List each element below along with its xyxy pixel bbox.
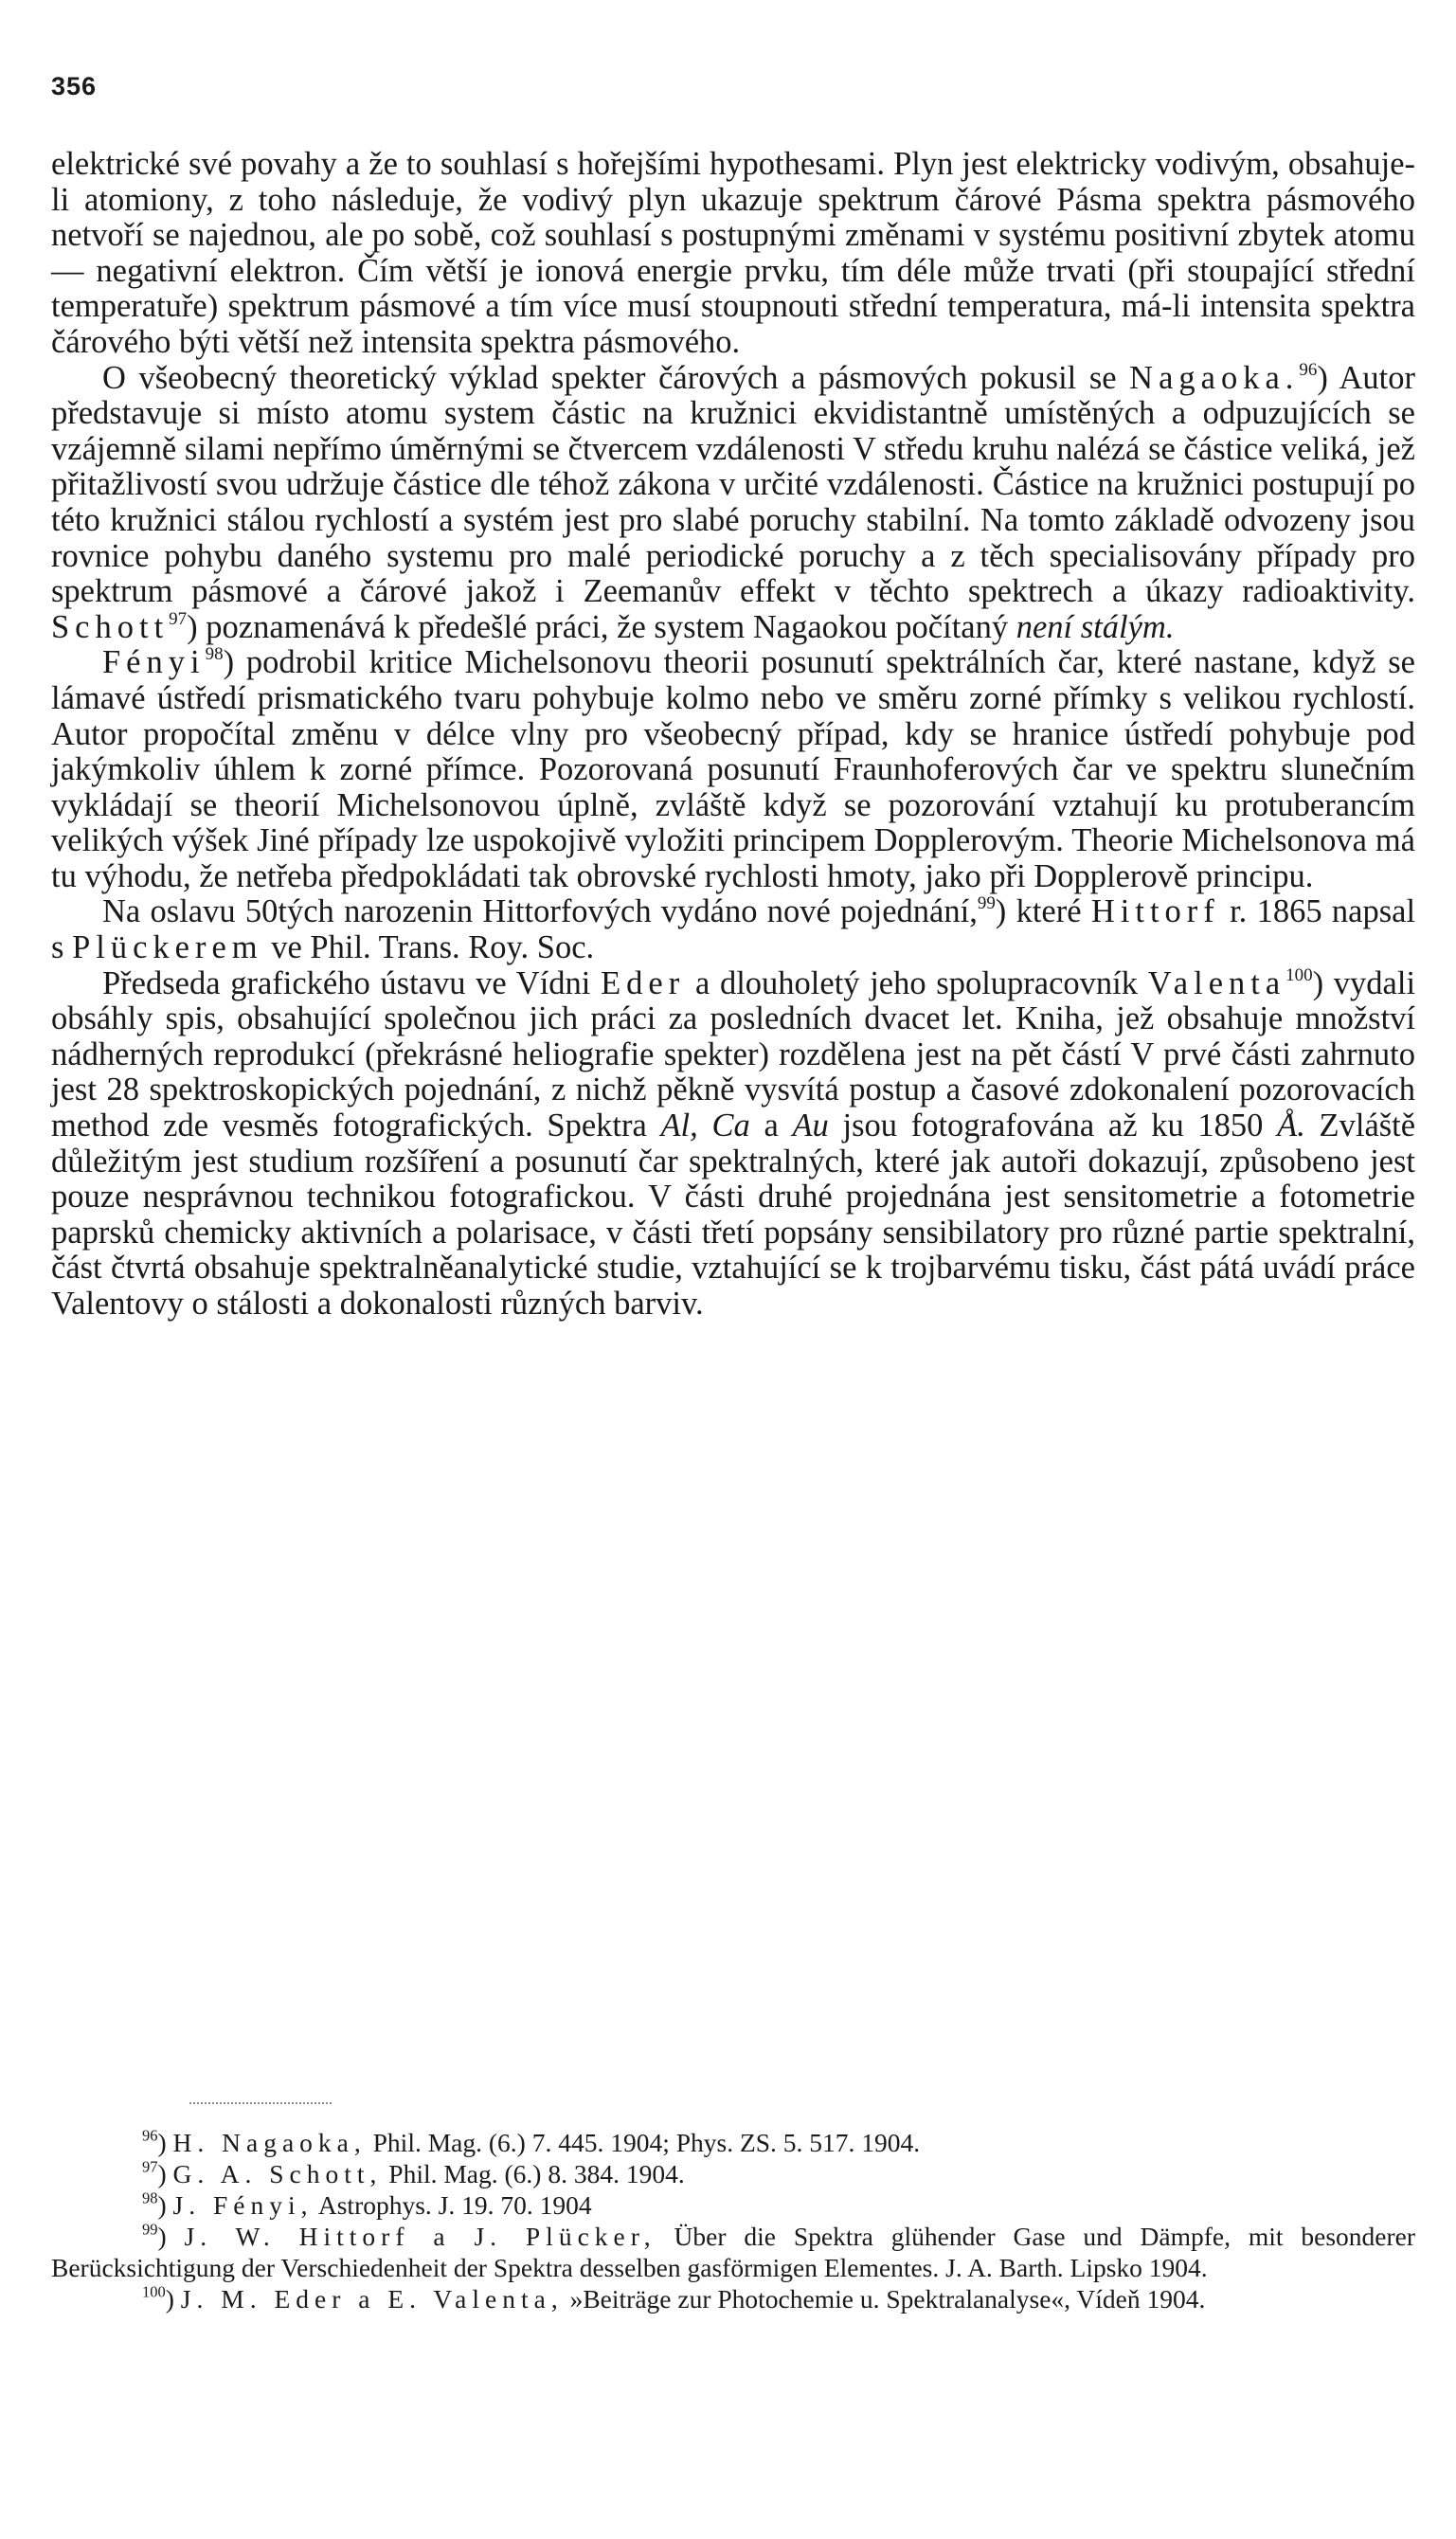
footnote-ref-99[interactable]: 99 — [977, 893, 996, 914]
footnote-author: G. A. Schott, — [172, 2159, 383, 2188]
paragraph-4-text-a: Na oslavu 50tých narozenin Hittorfových vydáno nové pojednání, — [102, 893, 978, 930]
author-name-valenta: Valenta — [1147, 964, 1286, 1001]
footnote-mark: 100 — [142, 2282, 166, 2301]
paragraph-2-text-c: ) poznamenává k předešlé práci, že system Nagaokou počítaný — [187, 608, 1009, 645]
footnotes — [51, 2127, 1415, 2314]
paragraph-5-text-d: jsou fotografována až ku 1850 — [842, 1107, 1264, 1144]
author-name-schott: Schott — [51, 608, 170, 645]
paragraph-5-text-c: ) vydali obsáhly spis, obsahující společnou jich práci za posledních dvacet let. Kniha, jež obsahuje množství nádherných reprodukcí (překrásné heliografie spekter) rozdělena jest na pět částí V prvé části zahrnuto jest 28 spektroskopických pojednání, z nichž pěkně vysvítá postup a časové zdokonalení pozorovacích method zde vesměs fotografických. Spektra — [51, 964, 1416, 1144]
angstrom-unit: Å. — [1277, 1107, 1305, 1144]
paragraph-5-text-a: Předseda grafického ústavu ve Vídni — [102, 964, 591, 1001]
footnote-text: »Beiträge zur Photochemie u. Spektralanalyse«, Vídeň 1904. — [569, 2284, 1206, 2314]
footnote-author: J. M. Eder a E. Valenta, — [180, 2284, 564, 2314]
footnote-96: $^{96}$) H. Nagaoka, Phil. Mag. (6.) 7. 445. 1904; Phys. ZS. 5. 517. 1904. — [142, 2126, 921, 2157]
footnote-ref-100[interactable]: 100 — [1285, 964, 1313, 985]
footnote-mark: 98 — [142, 2188, 158, 2207]
paragraph-5 — [51, 966, 1415, 1323]
paragraph-2 — [51, 361, 1415, 646]
paragraph-2-text-b: ) Autor představuje si místo atomu system částic na kružnici ekvidistantně umístěných a odpuzujících se vzájemně silami nepřímo úměrnými se čtvercem vzdálenosti V středu kruhu nalézá se částice veliká, jež přitažlivostí svou udržuje částice dle téhož zákona v určité vzdálenosti. Částice na kružnici postupují po této kružnici stálou rychlostí a systém jest pro slabé poruchy stabilní. Na tomto základě odvozeny jsou rovnice pohybu daného systemu pro malé periodické poruchy a z těch specialisovány případy pro spektrum pásmové a čárové jakož i Zeemanův effekt v těchto spektrech a úkazy radioaktivity. — [51, 359, 1416, 610]
author-name-eder: Eder — [601, 964, 686, 1001]
paragraph-4-text-c: r. 1865 napsal s — [51, 893, 1416, 966]
author-name-nagaoka: Nagaoka. — [1129, 359, 1300, 396]
footnote-separator — [189, 2102, 332, 2104]
footnote-text: Phil. Mag. (6.) 8. 384. 1904. — [388, 2159, 685, 2188]
footnote-98: $^{98}$) J. Fényi, Astrophys. J. 19. 70. 1904 — [142, 2188, 592, 2220]
footnote-text: Über die Spektra glühender Gase und Dämpfe, mit besonderer Berücksichtigung der Verschiedenheit der Spektra desselben gasförmigen Elementes. J. A. Barth. Lipsko 1904. — [51, 2222, 1415, 2282]
footnote-ref-97[interactable]: 97 — [169, 608, 188, 629]
element-al: Al, — [660, 1107, 698, 1144]
footnote-author: J. Fényi, — [172, 2190, 314, 2220]
paragraph-5-text-mid: a — [764, 1107, 779, 1144]
footnote-text: Astrophys. J. 19. 70. 1904 — [317, 2190, 592, 2220]
element-ca: Ca — [711, 1107, 750, 1144]
author-name-hittorf: Hittorf — [1090, 893, 1220, 930]
footnote-ref-96[interactable]: 96 — [1299, 359, 1318, 380]
footnote-text: Phil. Mag. (6.) 7. 445. 1904; Phys. ZS. 5. 517. 1904. — [372, 2128, 921, 2157]
footnote-97: $^{97}$) G. A. Schott, Phil. Mag. (6.) 8. 384. 1904. — [142, 2157, 685, 2188]
paragraph-2-text-a: O všeobecný theoretický výklad spekter čárových a pásmových pokusil se — [102, 359, 1117, 396]
paragraph-1-text: elektrické své povahy a že to souhlasí s hořejšími hypothesami. Plyn jest elektricky vodivým, obsahuje-li atomiony, z toho následuje, že vodivý plyn ukazuje spektrum čárové Pásma spektra pásmového netvoří se najednou, ale po sobě, což souhlasí s postupnými změnami v systému positivní zbytek atomu — negativní elektron. Čím větší je ionová energie prvku, tím déle může trvati (při stoupající střední temperatuře) spektrum pásmové a tím více musí stoupnouti střední temperatura, má-li intensita spektra čárového býti větší než intensita spektra pásmového. — [51, 146, 1415, 360]
author-name-plucker: Plückerem — [72, 929, 263, 966]
paragraph-5-text-b: a dlouholetý jeho spolupracovník — [694, 964, 1139, 1001]
footnote-mark: 96 — [142, 2126, 158, 2145]
paragraph-4-text-b: ) které — [995, 893, 1082, 930]
footnote-100: $^{100}$) J. M. Eder a E. Valenta, »Beiträge zur Photochemie u. Spektralanalyse«, Vídeň 1904. — [142, 2282, 1206, 2314]
footnote-author: J. W. Hittorf a J. Plücker, — [184, 2222, 656, 2251]
paragraph-3-text: ) podrobil kritice Michelsonovu theorii posunutí spektrálních čar, které nastane, když se lámavé ústředí prismatického tvaru pohybuje kolmo nebo ve směru zorné přímky s velikou rychlostí. Autor propočítal změnu v délce vlny pro všeobecný případ, kdy se hranice ústředí pohybuje pod jakýmkoliv úhlem k zorné přímce. Pozorovaná posunutí Fraunhoferových čar ve spektru slunečním vykládají se theorií Michelsonovou úplně, zvláště když se pozorování vztahují ku protuberancím velikých výšek Jiné případy lze uspokojivě vyložiti principem Dopplerovým. Theorie Michelsonova má tu výhodu, že netřeba předpokládati tak obrovské rychlosti hmoty, jako při Dopplerově principu. — [51, 644, 1415, 894]
page-number: 356 — [51, 72, 98, 100]
footnote-mark: 99 — [142, 2220, 158, 2239]
author-name-fenyi: Fényi — [102, 644, 206, 681]
emphasis-not-stable: není stálým. — [1016, 608, 1175, 645]
footnote-99: $^{99}$) J. W. Hittorf a J. Plücker, Über die Spektra glühender Gase und Dämpfe, mit besonderer Berücksichtigung der Verschiedenheit der Spektra desselben gasförmigen Elementes. J. A. Barth. Lipsko 1904. — [51, 2220, 1415, 2282]
paragraph-4-text-d: ve Phil. Trans. Roy. Soc. — [271, 929, 595, 966]
paragraph-5-text-e: Zvláště důležitým jest studium rozšíření a posunutí čar spektralných, které jak autoři dokazují, způsobeno jest pouze nesprávnou technikou fotografickou. V části druhé projednána jest sensitometrie a fotometrie paprsků chemicky aktivních a polarisace, v části třetí popsány sensibilatory pro různé partie spektralní, část čtvrtá obsahuje spektralněanalytické studie, vztahující se k trojbarvému tisku, část pátá uvádí práce Valentovy o stálosti a dokonalosti různých barviv. — [51, 1107, 1416, 1322]
footnote-author: H. Nagaoka, — [172, 2128, 367, 2157]
footnote-ref-98[interactable]: 98 — [205, 644, 224, 665]
element-au: Au — [792, 1107, 829, 1144]
footnote-mark: 97 — [142, 2157, 158, 2176]
main-text — [51, 147, 1415, 1323]
paragraph-3 — [51, 645, 1415, 894]
paragraph-4 — [51, 894, 1415, 965]
paragraph-1 — [51, 147, 1415, 361]
